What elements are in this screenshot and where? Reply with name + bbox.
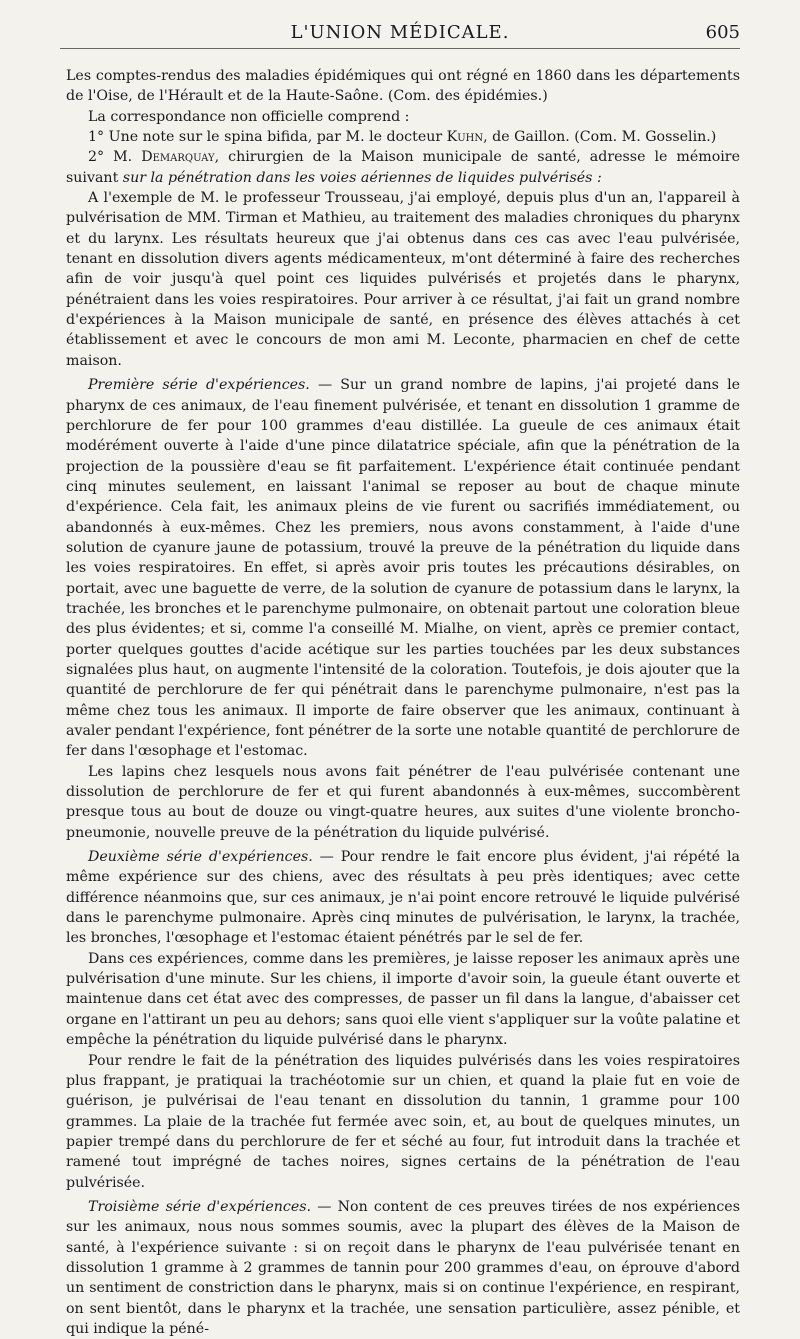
- paragraph-comptes-rendus: Les comptes-rendus des maladies épidémiques qui ont régné en 1860 dans les départements de l'Oise, de l'Hérault et de la Haute-Saône. (Com. des épidémies.): [66, 68, 740, 105]
- paragraph-troisieme-serie: [66, 1197, 740, 1339]
- paragraph-tracheotomie: Pour rendre le fait de la pénétration des liquides pulvérisés dans les voies respiratoires plus frappant, je pratiquai la trachéotomie sur un chien, et quand la plaie fut en voie de guérison, je pulvérisai de l'eau tenant en dissolution du tannin, 1 gramme pour 100 grammes. La plaie de la trachée fut fermée avec soin, et, au bout de quelques minutes, un papier trempé dans du perchlorure de fer et séché au four, fut introduit dans la trachée et ramené tout imprégné de taches noires, signes certains de la pénétration de l'eau pulvérisée.: [66, 1052, 740, 1191]
- section-text: — Pour rendre le fait encore plus évident, j'ai répété la même expérience sur des chiens, avec des résultats à peu près identiques; avec cette différence néanmoins que, sur ces animaux, je n'ai point encore retrouvé le liquide pulvérisé dans le parenchyme pulmonaire. Après cinq minutes de pulvérisation, le larynx, la trachée, les bronches, l'œsophage et l'estomac étaient pénétrés par le sel de fer.: [66, 849, 740, 947]
- section-heading: Deuxième série d'expériences.: [88, 849, 313, 866]
- section-text: — Sur un grand nombre de lapins, j'ai projeté dans le pharynx de ces animaux, de l'eau finement pulvérisée, et tenant en dissolution 1 gramme de perchlorure de fer pour 100 grammes d'eau distillée. La gueule de ces animaux était modérément ouverte à l'aide d'une pince dilatatrice spéciale, afin que la pénétration de la projection de la poussière d'eau se fit parfaitement. L'expérience était continuée pendant cinq minutes seulement, en laissant l'animal se reposer au bout de chaque minute d'expérience. Cela fait, les animaux pleins de vie furent ou sacrifiés immédiatement, ou abandonnés à eux-mêmes. Chez les premiers, nous avons constamment, à l'aide d'une solution de cyanure jaune de potassium, trouvé la preuve de la pénétration du liquide dans les voies respiratoires. En effet, si après avoir pris toutes les précautions désirables, on portait, avec une baguette de verre, de la solution de cyanure de potassium dans le larynx, la trachée, les bronches et le parenchyme pulmonaire, on obtenait partout une coloration bleue des plus évidentes; et si, comme l'a conseillé M. Mialhe, on vient, après ce premier contact, porter quelques gouttes d'acide acétique sur les parties touchées par les deux substances signalées plus haut, on augmente l'intensité de la coloration. Toutefois, je dois ajouter que la quantité de perchlorure de fer qui pénétrait dans le parenchyme pulmonaire, n'est pas la même chez tous les animaux. Il importe de faire observer que les animaux, continuant à avaler pendant l'expérience, font pénétrer de la sorte une notable quantité de perchlorure de fer dans l'œsophage et l'estomac.: [66, 377, 740, 760]
- paragraph-dans-ces-experiences: Dans ces expériences, comme dans les premières, je laisse reposer les animaux après une pulvérisation d'une minute. Sur les chiens, il importe d'avoir soin, la gueule étant ouverte et maintenue dans cet état avec des compresses, de passer un fil dans la langue, d'abaisser cet organe en l'attirant un peu au dehors; sans quoi elle vient s'appliquer sur la voûte palatine et empêche la pénétration du liquide pulvérisé dans le pharynx.: [66, 950, 740, 1049]
- running-title: L'UNION MÉDICALE.: [290, 22, 510, 43]
- paragraph-lapins: Les lapins chez lesquels nous avons fait pénétrer de l'eau pulvérisée contenant une dissolution de perchlorure de fer et qui furent abandonnés à eux-mêmes, succombèrent presque tous au bout de douze ou vingt-quatre heures, aux suites d'une violente broncho-pneumonie, nouvelle preuve de la pénétration du liquide pulvérisé.: [66, 763, 740, 841]
- paragraph-correspondance: La correspondance non officielle comprend :: [88, 108, 410, 125]
- paragraph-deuxieme-serie: [66, 847, 740, 949]
- section-heading: Première série d'expériences.: [88, 377, 310, 394]
- item-text: , chirurgien de la Maison municipale de santé, adresse le mémoire suivant: [66, 149, 740, 186]
- item-number: 2°: [88, 149, 105, 166]
- item-number: 1°: [88, 129, 105, 146]
- author-name: Kuhn: [446, 129, 484, 146]
- memoir-title: sur la pénétration dans les voies aériennes de liquides pulvérisés :: [122, 169, 602, 186]
- item-text: Une note sur le spina bifida, par M. le docteur: [108, 129, 443, 146]
- page-number: 605: [705, 22, 740, 43]
- correspondance-item-1: [66, 127, 740, 147]
- section-heading: Troisième série d'expériences.: [88, 1198, 312, 1215]
- paragraph-introduction: A l'exemple de M. le professeur Trousseau, j'ai employé, depuis plus d'un an, l'appareil à pulvérisation de MM. Tirman et Mathieu, au traitement des maladies chroniques du pharynx et du larynx. Les résultats heureux que j'ai obtenus dans ces cas avec l'eau pulvérisée, tenant en dissolution divers agents médicamenteux, m'ont déterminé à faire des recherches afin de voir jusqu'à quel point ces liquides pulvérisés et projetés dans le pharynx, pénétraient dans les voies respiratoires. Pour arriver à ce résultat, j'ai fait un grand nombre d'expériences à la Maison municipale de santé, en présence des élèves attachés à cet établissement et avec le concours de mon ami M. Leconte, pharmacien en chef de cette maison.: [66, 190, 740, 369]
- correspondance-item-2: [66, 147, 740, 188]
- paragraph-premiere-serie: [66, 375, 740, 762]
- item-text: M.: [113, 149, 133, 166]
- item-text: , de Gaillon. (Com. M. Gosselin.): [483, 129, 717, 146]
- page-header: [60, 22, 740, 49]
- body-text: [66, 66, 740, 1339]
- section-text: — Non content de ces preuves tirées de nos expériences sur les animaux, nous nous sommes soumis, avec la plupart des élèves de la Maison de santé, à l'expérience suivante : si on reçoit dans le pharynx de l'eau pulvérisée tenant en dissolution 1 gramme à 2 grammes de tannin pour 200 grammes d'eau, on éprouve d'abord un sentiment de constriction dans le pharynx, mais si on continue l'expérience, en respirant, on sent bientôt, dans le pharynx et la trachée, une sensation particulière, assez pénible, et qui indique la péné-: [66, 1198, 740, 1337]
- author-name: Demarquay: [141, 149, 215, 166]
